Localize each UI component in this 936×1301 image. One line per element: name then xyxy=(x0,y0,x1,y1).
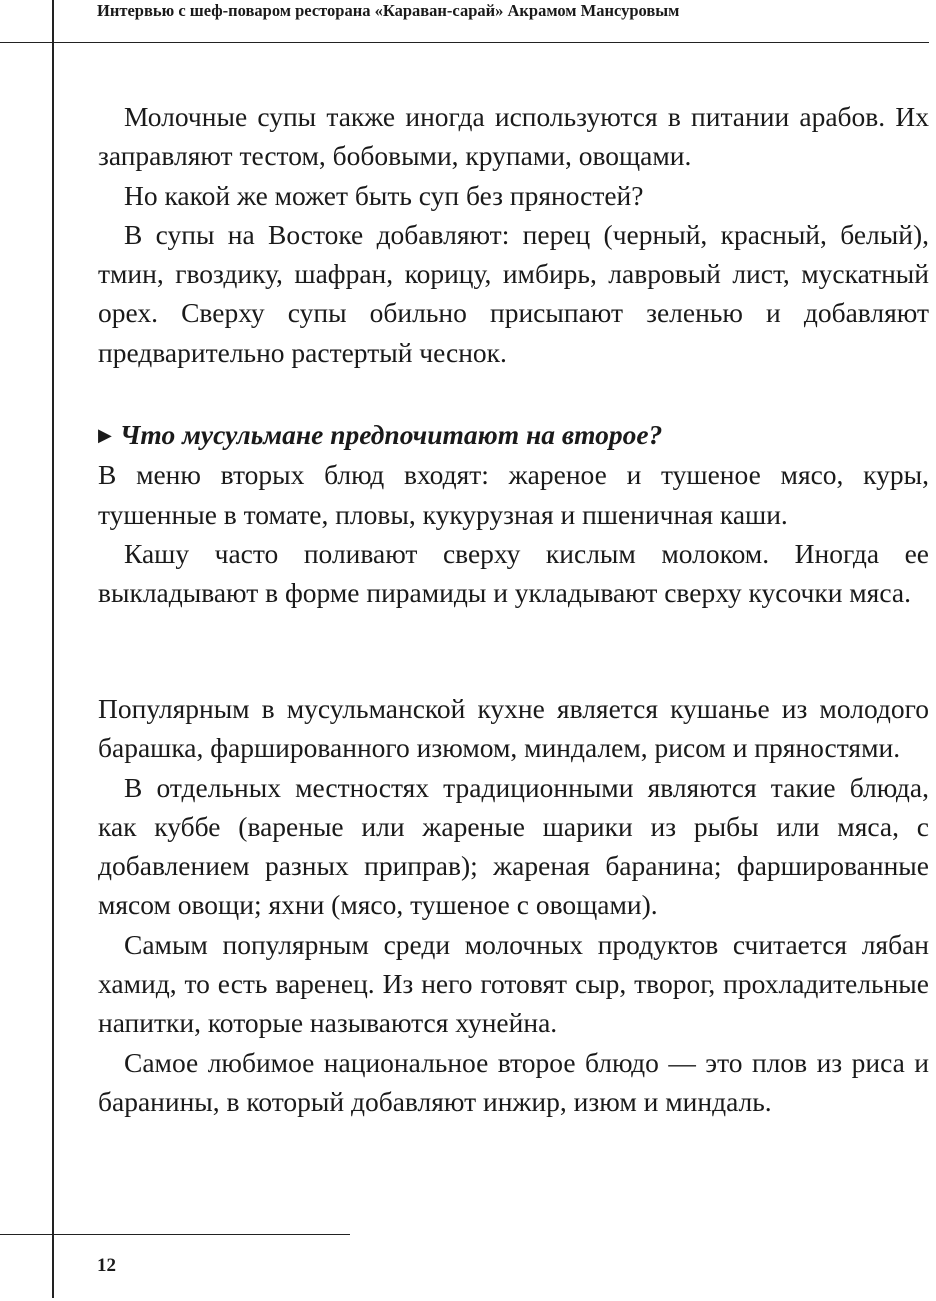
margin-vertical-rule xyxy=(52,0,54,1298)
paragraph-main-dishes: В меню вторых блюд входят: жареное и тушеное мясо, куры, тушенные в томате, пловы, кукурузная и пшеничная каши. xyxy=(98,459,929,530)
running-head: Интервью с шеф-поваром ресторана «Караван-сарай» Акрамом Мансуровым xyxy=(97,1,680,20)
paragraph-regional-dishes: В отдельных местностях традиционными являются такие блюда, как куббе (вареные или жареные шарики из рыбы или мяса, с добавлением разных приправ); жареная баранина; фаршированные мясом овощи; яхни (мясо, тушеное с овощами). xyxy=(98,771,929,921)
paragraph-dairy: Самым популярным среди молочных продуктов считается лябан хамид, то есть варенец. Из него готовят сыр, творог, прохладительные напитки, которые называются хунейна. xyxy=(98,928,929,1039)
header-rule xyxy=(0,42,929,43)
paragraph-spices-question: Но какой же может быть суп без пряностей? xyxy=(124,179,644,211)
triangle-marker-icon: ▶ xyxy=(98,425,112,446)
paragraph-spices-list: В супы на Востоке добавляют: перец (черный, красный, белый), тмин, гвоздику, шафран, корицу, имбирь, лавровый лист, мускатный орех. Сверху супы обильно присыпают зеленью и добавляют предварительно растертый чеснок. xyxy=(98,218,929,368)
interview-question xyxy=(98,415,929,455)
lamb-dishes-section xyxy=(98,689,929,1121)
footer-rule xyxy=(0,1234,350,1235)
main-course-section xyxy=(98,415,929,612)
paragraph-pilaf: Самое любимое национальное второе блюдо — это плов из риса и баранины, в который добавляют инжир, изюм и миндаль. xyxy=(98,1046,929,1117)
question-text: Что мусульмане предпочитают на второе? xyxy=(119,419,663,450)
paragraph-milk-soups: Молочные супы также иногда используются в питании арабов. Их заправляют тестом, бобовыми, крупами, овощами. xyxy=(98,101,929,172)
page-number: 12 xyxy=(97,1255,116,1276)
paragraph-porridge: Кашу часто поливают сверху кислым молоком. Иногда ее выкладывают в форме пирамиды и укладывают сверху кусочки мяса. xyxy=(98,537,929,609)
paragraph-stuffed-lamb: Популярным в мусульманской кухне является кушанье из молодого барашка, фаршированного изюмом, миндалем, рисом и пряностями. xyxy=(98,693,929,764)
soups-section xyxy=(98,97,929,372)
